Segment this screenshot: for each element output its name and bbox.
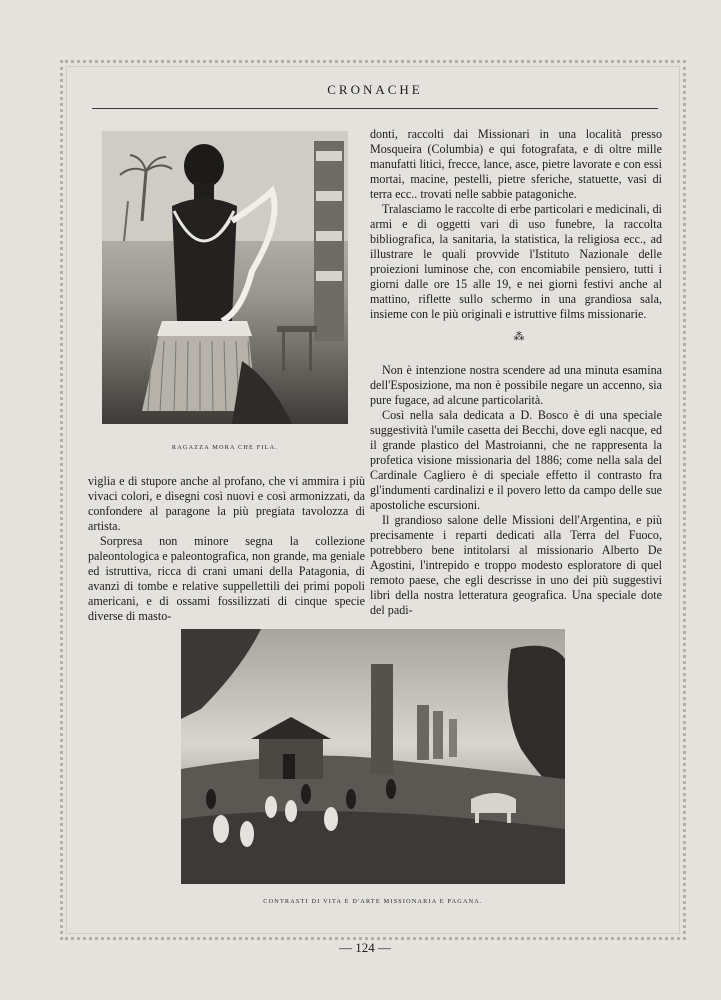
paragraph: Non è intenzione nostra scendere ad una minuta esamina dell'Esposizione, ma non è possibile negare un accenno, sia pure fugace, ad alcune particolarità. — [370, 363, 662, 407]
page-number: — 124 — — [339, 940, 391, 955]
figure-caption: RAGAZZA MORA CHE FILA. — [171, 444, 279, 451]
running-header: CRONACHE — [327, 82, 423, 97]
text-column-left — [88, 474, 365, 624]
header-rule — [92, 108, 658, 109]
text-column-right-top — [370, 127, 662, 322]
paragraph: Così nella sala dedicata a D. Bosco è di una speciale suggestività l'umile casetta dei Becchi, dove egli nacque, ed il grande plastico del Mastroianni, che ne rappresenta la profetica visione missionaria del 1886; come nella sala del Cardinale Cagliero è di speciale effetto il contrasto fra gl'indumenti cardinalizi e il povero letto da campo delle sue apostoliche escursioni. — [370, 408, 662, 512]
text-column-right-bottom — [370, 363, 662, 618]
photo-girl-spinning — [102, 131, 348, 424]
paragraph: donti, raccolti dai Missionari in una località presso Mosqueira (Columbia) e qui fotografata, e di oltre mille manufatti litici, frecce, lance, asce, pietre lavorate e con essi mortai, macine, pestelli, pietre sferiche, statuette, vasi di terra ecc.. trovati nelle sabbie patagoniche. — [370, 127, 662, 201]
photo-mission-diorama — [181, 629, 565, 884]
section-separator: ⁂ — [513, 331, 525, 343]
paragraph: viglia e di stupore anche al profano, che vi ammira i più vivaci colori, e disegni così nuovi e così armonizzati, da confondere al paragone la più pregiata tavolozza di artista. — [88, 474, 365, 533]
paragraph: Tralasciamo le raccolte di erbe particolari e medicinali, di armi e di oggetti vari di uso funebre, la raccolta bibliografica, la sanitaria, la statistica, la religiosa ecc., ad illustrare le quali provvide l'Istituto Nazionale delle proiezioni luminose che, con encomiabile pensiero, tutti i giorni dalle ore 15 alle 19, e nei giorni festivi anche al mattino, riflette sullo schermo in una grandiosa sala, insieme con le più originali e istruttive films missionarie. — [370, 202, 662, 321]
paragraph: Il grandioso salone delle Missioni dell'Argentina, e più precisamente i reparti dedicati alla Terra del Fuoco, potrebbero bene intitolarsi al missionario Alberto De Agostini, l'intrepido e troppo modesto esploratore di quel remoto paese, che egli descrisse in uno dei più suggestivi libri della nostra letteratura geografica. Una speciale dote del padi- — [370, 513, 662, 617]
figure-caption: CONTRASTI DI VITA E D'ARTE MISSIONARIA E PAGANA. — [263, 898, 483, 905]
paragraph: Sorpresa non minore segna la collezione paleontologica e paleontografica, non grande, ma geniale ed istruttiva, ricca di crani umani della Patagonia, di avanzi di tombe e relative suppellettili dei primi popoli americani, e di ossami fossilizzati di cinque specie diverse di masto- — [88, 534, 365, 623]
